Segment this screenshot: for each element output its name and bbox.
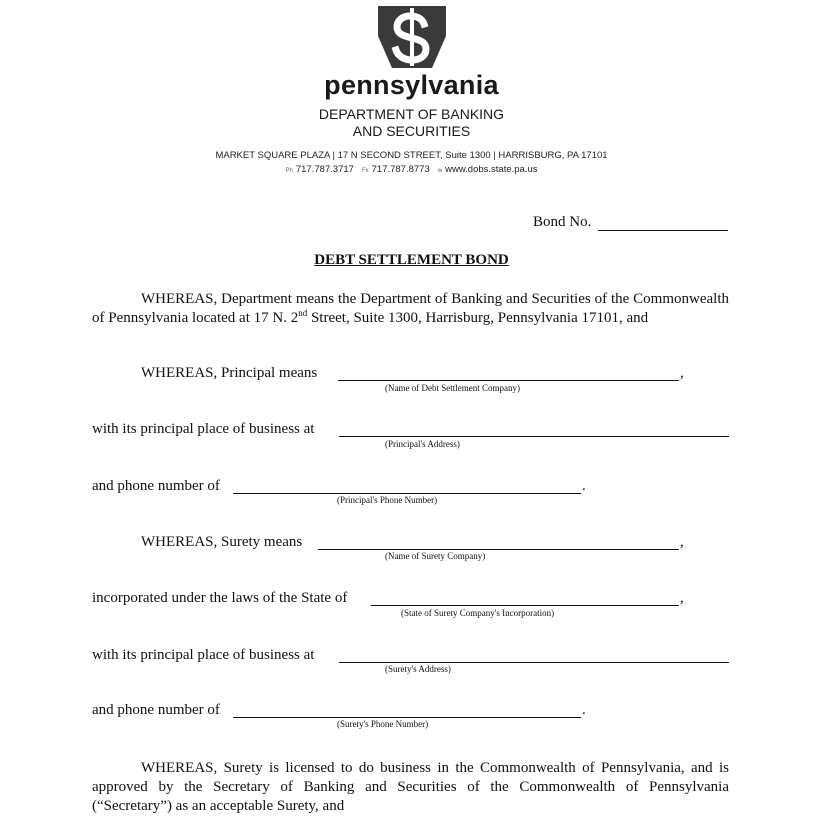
bond-number-label: Bond No. — [533, 214, 592, 230]
phone-number: 717.787.3717 — [295, 164, 354, 175]
department-name-line2: AND SECURITIES — [352, 123, 471, 139]
document-title: DEBT SETTLEMENT BOND — [314, 252, 509, 268]
period: . — [582, 478, 586, 494]
intro-paragraph — [92, 290, 729, 328]
surety-state-field[interactable] — [371, 605, 679, 606]
surety-state-label: incorporated under the laws of the State of — [92, 590, 348, 606]
website: www.dobs.state.pa.us — [445, 164, 538, 175]
surety-address-caption: (Surety's Address) — [385, 664, 451, 674]
fax-number: 717.787.8773 — [371, 164, 430, 175]
principal-phone-label: and phone number of — [92, 478, 220, 494]
surety-name-caption: (Name of Surety Company) — [385, 551, 486, 561]
surety-phone-label: and phone number of — [92, 702, 220, 718]
surety-phone-caption: (Surety's Phone Number) — [337, 719, 429, 729]
surety-phone-field[interactable] — [233, 717, 581, 718]
surety-address-label: with its principal place of business at — [92, 647, 315, 663]
department-name-line1: DEPARTMENT OF BANKING — [318, 106, 505, 122]
principal-phone-caption: (Principal's Phone Number) — [337, 495, 438, 505]
principal-address-caption: (Principal's Address) — [385, 439, 460, 449]
principal-address-field[interactable] — [339, 436, 729, 437]
comma: , — [680, 590, 684, 606]
bond-number-field[interactable] — [598, 230, 728, 231]
contact-line — [0, 164, 823, 175]
period: . — [582, 702, 586, 718]
intro-text-a: WHEREAS, Department means the Department of Banking and Securities of the Commonwealth of Pennsylvania located at 17 N. 2 — [92, 291, 729, 326]
principal-address-label: with its principal place of business at — [92, 421, 315, 437]
principal-name-field[interactable] — [338, 380, 679, 381]
comma: , — [680, 534, 684, 550]
web-tag: w — [437, 168, 443, 174]
surety-label: WHEREAS, Surety means — [141, 534, 303, 550]
intro-text-b: Street, Suite 1300, Harrisburg, Pennsylvania 17101, and — [307, 310, 649, 326]
intro-sup: nd — [298, 308, 308, 318]
surety-address-field[interactable] — [339, 662, 729, 663]
comma: , — [680, 365, 684, 381]
closing-paragraph: WHEREAS, Surety is licensed to do business in the Commonwealth of Pennsylvania, and is approved by the Secretary of Banking and Securities of the Commonwealth of Pennsylvania (“Secretary”) as an acceptable Surety, and — [92, 760, 729, 814]
principal-name-caption: (Name of Debt Settlement Company) — [385, 383, 520, 393]
principal-label: WHEREAS, Principal means — [141, 365, 318, 381]
phone-tag: Ph — [285, 168, 293, 174]
brand-wordmark: pennsylvania — [324, 70, 499, 100]
office-address: MARKET SQUARE PLAZA | 17 N SECOND STREET, Suite 1300 | HARRISBURG, PA 17101 — [215, 150, 608, 161]
surety-state-caption: (State of Surety Company's Incorporation) — [401, 608, 555, 618]
keystone-dollar-icon — [378, 6, 446, 68]
surety-name-field[interactable] — [318, 549, 679, 550]
principal-phone-field[interactable] — [233, 493, 581, 494]
fax-tag: Fx — [361, 168, 369, 174]
